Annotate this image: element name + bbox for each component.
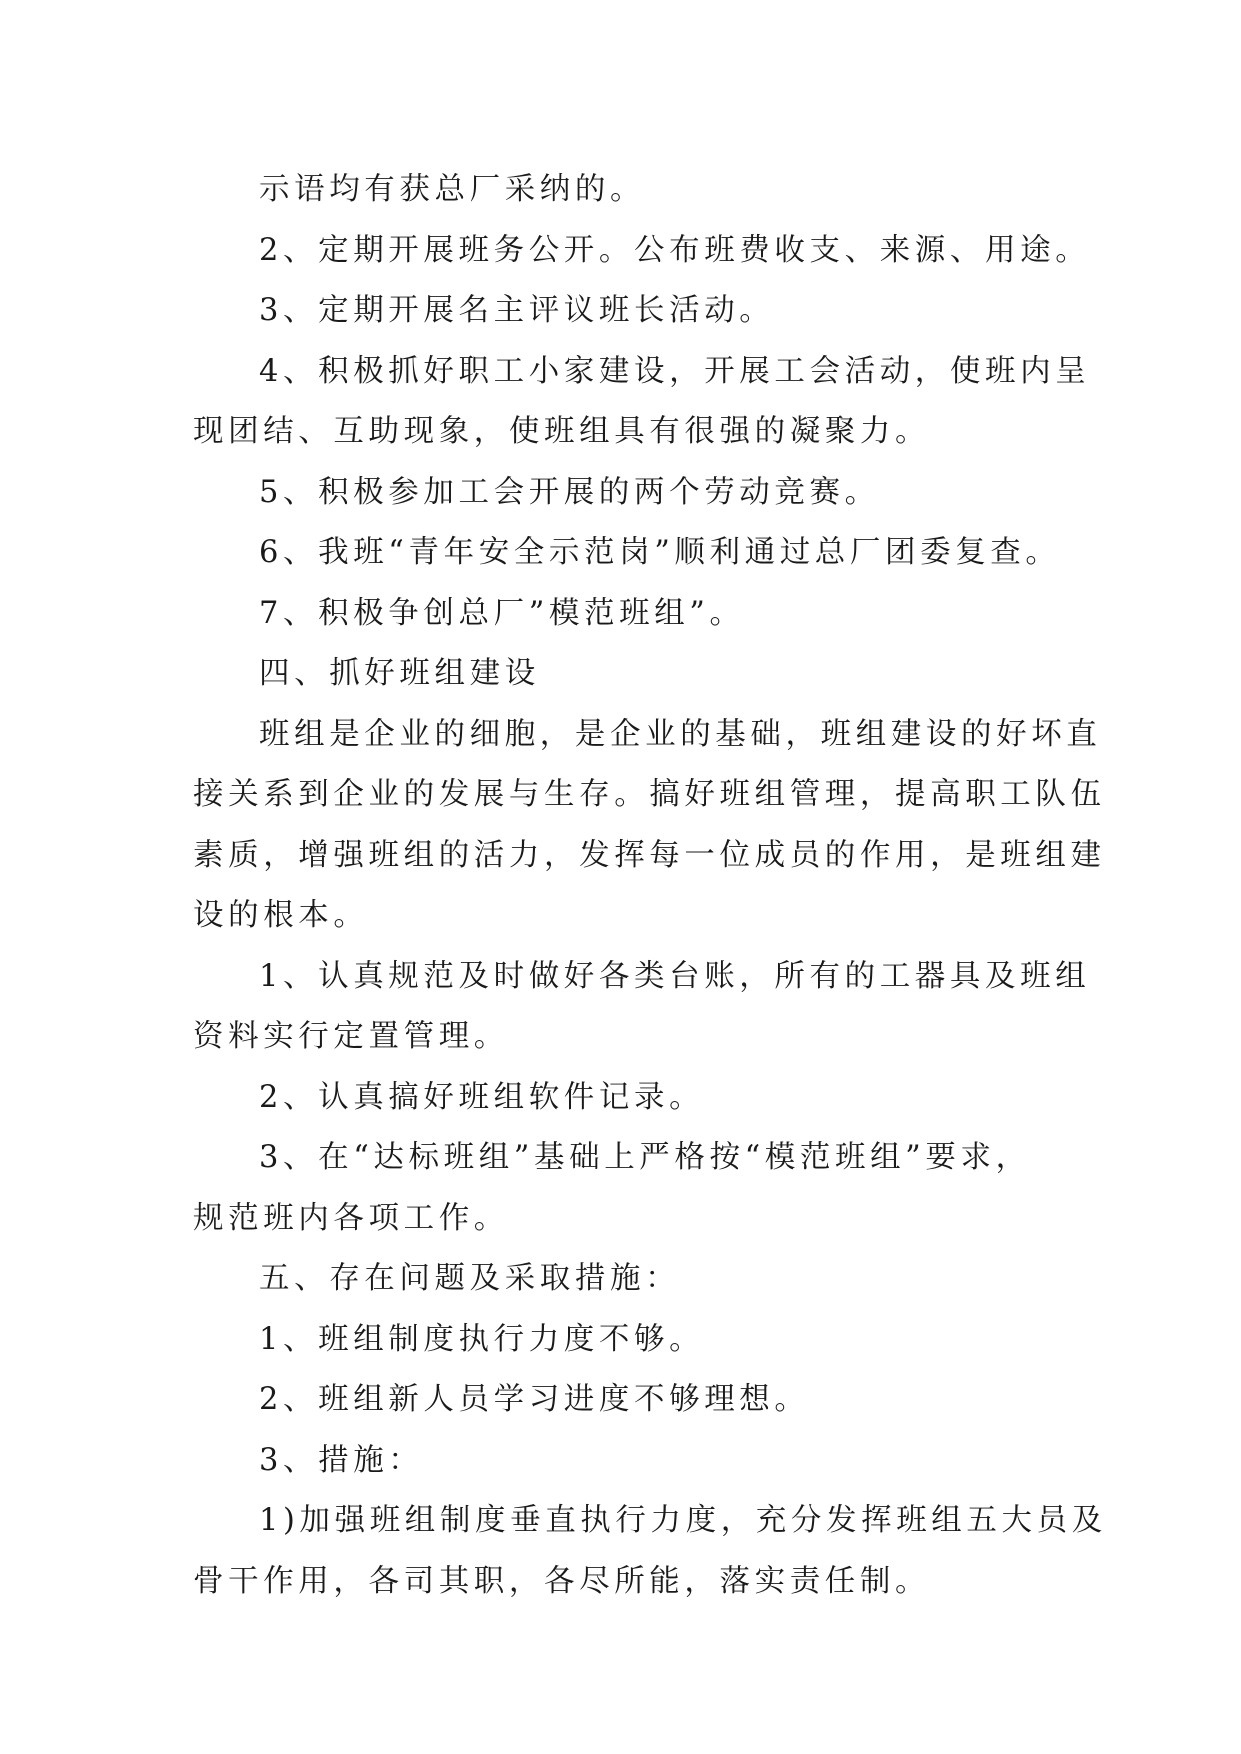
text-line: 3、措施： (259, 1442, 424, 1478)
text-line: 班组是企业的细胞，是企业的基础，班组建设的好坏直 (259, 716, 1102, 752)
text-line: 5、积极参加工会开展的两个劳动竞赛。 (259, 474, 880, 510)
text-line: 规范班内各项工作。 (193, 1200, 509, 1236)
text-line: 4、积极抓好职工小家建设，开展工会活动，使班内呈 (259, 353, 1091, 389)
text-line: 现团结、互助现象，使班组具有很强的凝聚力。 (193, 414, 931, 449)
text-line: 3、定期开展名主评议班长活动。 (259, 293, 775, 328)
text-line: 2、认真搞好班组软件记录。 (259, 1079, 705, 1115)
text-line: 设的根本。 (193, 898, 369, 933)
text-line: 骨干作用，各司其职，各尽所能，落实责任制。 (193, 1563, 931, 1599)
text-line: 素质，增强班组的活力，发挥每一位成员的作用，是班组建 (193, 837, 1106, 873)
section-heading: 四、抓好班组建设 (259, 656, 540, 691)
text-line: 2、班组新人员学习进度不够理想。 (259, 1382, 810, 1417)
text-line: 1)加强班组制度垂直执行力度，充分发挥班组五大员及 (259, 1503, 1107, 1538)
text-line: 7、积极争创总厂”模范班组”。 (259, 595, 745, 631)
text-line: 2、定期开展班务公开。公布班费收支、来源、用途。 (259, 232, 1091, 268)
document-body (193, 160, 1107, 1612)
text-line: 接关系到企业的发展与生存。搞好班组管理，提高职工队伍 (193, 777, 1106, 812)
text-line: 示语均有获总厂采纳的。 (259, 172, 646, 207)
text-line: 1、班组制度执行力度不够。 (259, 1321, 705, 1357)
text-line: 1、认真规范及时做好各类台账，所有的工器具及班组 (259, 958, 1091, 994)
text-line: 3、在“达标班组”基础上严格按“模范班组”要求， (259, 1140, 1031, 1175)
text-line: 6、我班“青年安全示范岗”顺利通过总厂团委复查。 (259, 535, 1061, 570)
section-heading: 五、存在问题及采取措施： (259, 1261, 681, 1296)
text-line: 资料实行定置管理。 (193, 1019, 509, 1054)
